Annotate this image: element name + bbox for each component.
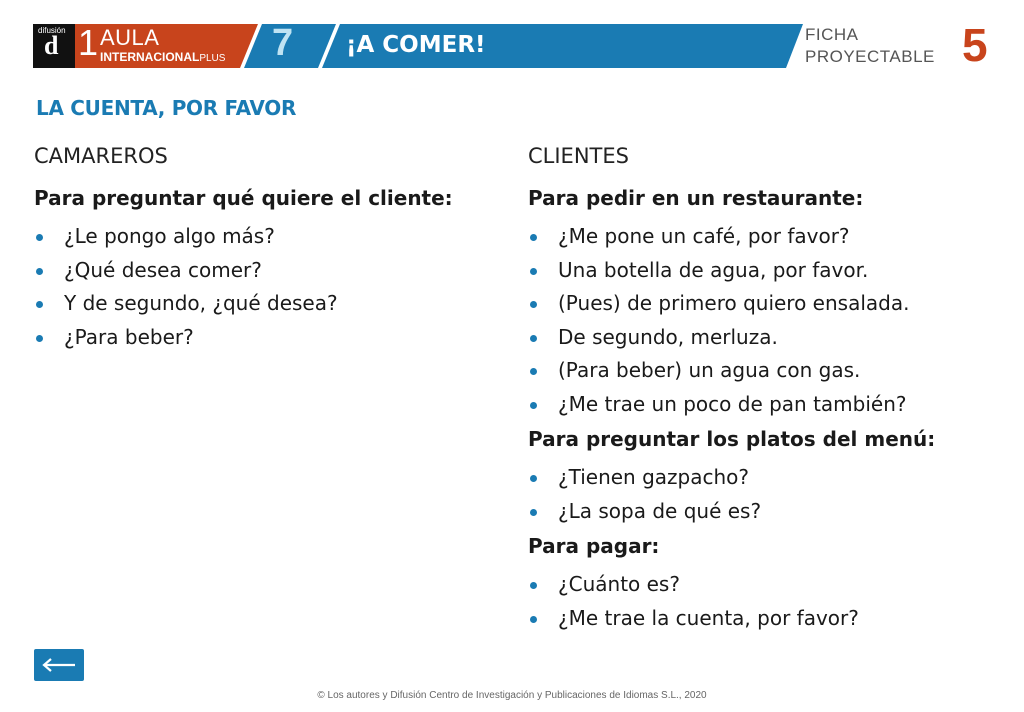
- phrase-list-item: [34, 254, 474, 288]
- phrase-groups: [528, 184, 1008, 635]
- column-heading: CAMAREROS: [34, 144, 168, 168]
- phrase-list: [528, 220, 1008, 421]
- phrase-list-item: [528, 254, 1008, 288]
- phrase-group-heading: Para pagar:: [528, 534, 660, 558]
- bullet-icon: [36, 335, 43, 342]
- phrase-text: ¿Me trae un poco de pan también?: [558, 391, 907, 416]
- unit-number: 7: [272, 22, 294, 64]
- arrow-left-icon: [41, 658, 77, 672]
- phrase-text: ¿Cuánto es?: [558, 572, 680, 596]
- phrase-groups: [34, 184, 474, 354]
- phrase-text: ¿La sopa de qué es?: [558, 498, 762, 523]
- bullet-icon: [530, 582, 537, 589]
- book-title: AULA: [100, 25, 160, 50]
- book-subtitle-text: INTERNACIONAL: [100, 50, 200, 64]
- bullet-icon: [530, 616, 537, 623]
- phrase-text: ¿Qué desea comer?: [64, 257, 262, 282]
- bullet-icon: [36, 234, 43, 241]
- phrase-group-heading: Para preguntar los platos del menú:: [528, 427, 936, 451]
- unit-title: ¡A COMER!: [346, 32, 486, 58]
- phrase-list-item: [528, 602, 1008, 636]
- book-subtitle: [100, 51, 225, 64]
- header: [0, 0, 1024, 80]
- column-heading: CLIENTES: [528, 144, 629, 168]
- phrase-list: [34, 220, 474, 354]
- phrase-list-item: [528, 354, 1008, 388]
- ficha-label: [805, 24, 935, 68]
- phrase-list-item: [34, 220, 474, 254]
- phrase-text: ¿Me pone un café, por favor?: [558, 224, 850, 248]
- phrase-text: Una botella de agua, por favor.: [558, 257, 869, 282]
- bullet-icon: [36, 301, 43, 308]
- bullet-icon: [530, 509, 537, 516]
- ficha-number: 5: [962, 19, 988, 71]
- phrase-list-item: [528, 388, 1008, 422]
- copyright-notice: © Los autores y Difusión Centro de Investigación y Publicaciones de Idiomas S.L., 2020: [317, 690, 707, 701]
- phrase-text: Y de segundo, ¿qué desea?: [64, 291, 338, 315]
- ficha-label-line-2: PROYECTABLE: [805, 47, 935, 66]
- ficha-label-line-1: FICHA: [805, 25, 859, 44]
- phrase-list-item: [528, 287, 1008, 321]
- publisher-name: difusión: [38, 26, 66, 35]
- phrase-group-heading: Para pedir en un restaurante:: [528, 186, 864, 210]
- phrase-list-item: [34, 287, 474, 321]
- bullet-icon: [530, 234, 537, 241]
- bullet-icon: [36, 268, 43, 275]
- phrase-text: ¿Me trae la cuenta, por favor?: [558, 605, 859, 630]
- book-level: 1: [78, 22, 99, 63]
- phrase-list: [528, 461, 1008, 528]
- phrase-list-item: [528, 568, 1008, 602]
- phrase-text: ¿Para beber?: [64, 324, 194, 349]
- bullet-icon: [530, 368, 537, 375]
- bullet-icon: [530, 402, 537, 409]
- book-edition: PLUS: [199, 53, 226, 64]
- phrase-text: ¿Le pongo algo más?: [64, 224, 275, 248]
- phrase-list-item: [528, 495, 1008, 529]
- phrase-group-heading: Para preguntar qué quiere el cliente:: [34, 186, 453, 210]
- phrase-text: (Para beber) un agua con gas.: [558, 358, 861, 382]
- customers-column: [528, 142, 1008, 639]
- bullet-icon: [530, 475, 537, 482]
- bullet-icon: [530, 335, 537, 342]
- phrase-list-item: [528, 220, 1008, 254]
- section-title: LA CUENTA, POR FAVOR: [36, 96, 297, 120]
- phrase-list: [528, 568, 1008, 635]
- phrase-text: ¿Tienen gazpacho?: [558, 465, 750, 489]
- phrase-list-item: [528, 321, 1008, 355]
- phrase-list-item: [528, 461, 1008, 495]
- phrase-list-item: [34, 321, 474, 355]
- waiters-column: [34, 142, 474, 358]
- phrase-text: (Pues) de primero quiero ensalada.: [558, 291, 910, 315]
- back-button[interactable]: [34, 649, 84, 681]
- publisher-logo: d: [44, 31, 59, 60]
- phrase-text: De segundo, merluza.: [558, 324, 778, 349]
- bullet-icon: [530, 268, 537, 275]
- bullet-icon: [530, 301, 537, 308]
